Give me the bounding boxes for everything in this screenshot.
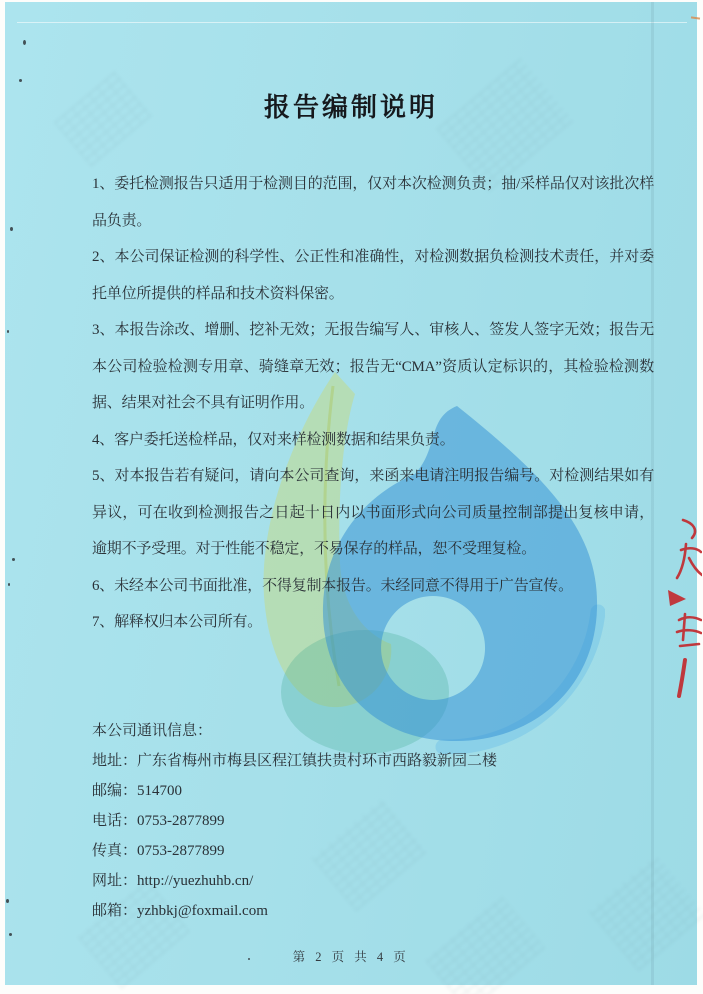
contact-label: 邮箱： — [92, 903, 138, 919]
contact-value: http://yuezhuhb.cn/ — [137, 873, 254, 889]
contact-heading: 本公司通讯信息： — [92, 723, 213, 739]
red-glyph-stroke — [680, 644, 699, 646]
scan-speck — [8, 583, 10, 586]
scan-fold-line — [17, 22, 687, 23]
red-arrow — [668, 590, 686, 606]
contact-line — [92, 746, 652, 776]
red-glyph-stroke — [679, 617, 701, 620]
contact-block — [92, 716, 652, 926]
scan-speck — [23, 40, 26, 45]
contact-line — [92, 836, 652, 866]
scan-speck — [9, 933, 12, 936]
note-paragraph: 5、对本报告若有疑问，请向本公司查询，来函来电请注明报告编号。对检测结果如有异议，可在收到检测报告之日起十日内以书面形式向公司质量控制部提出复核申请，逾期不予受理。对于性能不稳定，不易保存的样品，恕不受理复检。 — [92, 468, 654, 557]
note-paragraph: 2、本公司保证检测的科学性、公正性和准确性，对检测数据负检测技术责任，并对委托单位所提供的样品和技术资料保密。 — [92, 249, 654, 302]
red-stroke — [683, 520, 695, 538]
scan-speck — [10, 227, 13, 231]
scan-speck — [19, 79, 22, 82]
cyan-paper — [5, 2, 697, 985]
contact-value: yzhbkj@foxmail.com — [137, 903, 268, 919]
contact-label: 邮编： — [92, 783, 138, 799]
scan-speck — [12, 558, 15, 561]
note-paragraph: 1、委托检测报告只适用于检测目的范围，仅对本次检测负责；抽/采样品仅对该批次样品负责。 — [92, 176, 654, 229]
note-paragraph: 7、解释权归本公司所有。 — [92, 614, 263, 630]
contact-line — [92, 776, 652, 806]
contact-label: 地址： — [92, 753, 138, 769]
contact-value: 0753-2877899 — [137, 843, 225, 859]
scan-speck — [7, 330, 9, 333]
red-ink-marks — [655, 514, 702, 704]
note-paragraph: 4、客户委托送检样品，仅对来样检测数据和结果负责。 — [92, 431, 455, 448]
scan-speck — [6, 899, 9, 903]
contact-value: 0753-2877899 — [137, 813, 225, 829]
contact-label: 传真： — [92, 843, 138, 859]
contact-label: 电话： — [92, 813, 138, 829]
notes-list — [92, 166, 654, 641]
contact-line — [92, 896, 652, 926]
page-number: 第 2 页 共 4 页 — [292, 950, 410, 964]
contact-value: 广东省梅州市梅县区程江镇扶贵村环市西路毅新园二楼 — [137, 753, 498, 769]
page-title: 报告编制说明 — [263, 92, 438, 122]
contact-line — [92, 806, 652, 836]
contact-label: 网址： — [92, 873, 138, 889]
red-glyph-stroke — [677, 630, 701, 633]
note-paragraph: 6、未经本公司书面批准，不得复制本报告。未经同意不得用于广告宣传。 — [92, 577, 573, 594]
contact-line — [92, 866, 652, 896]
orange-edge-mark — [691, 16, 700, 19]
note-paragraph: 3、本报告涂改、增删、挖补无效；无报告编写人、审核人、签发人签字无效；报告无本公司检验检测专用章、骑缝章无效；报告无“CMA”资质认定标识的，其检验检测数据、结果对社会不具有证明作用。 — [92, 322, 654, 411]
red-glyph-stroke — [689, 558, 702, 575]
red-stroke — [679, 660, 685, 696]
contact-value: 514700 — [137, 783, 183, 799]
